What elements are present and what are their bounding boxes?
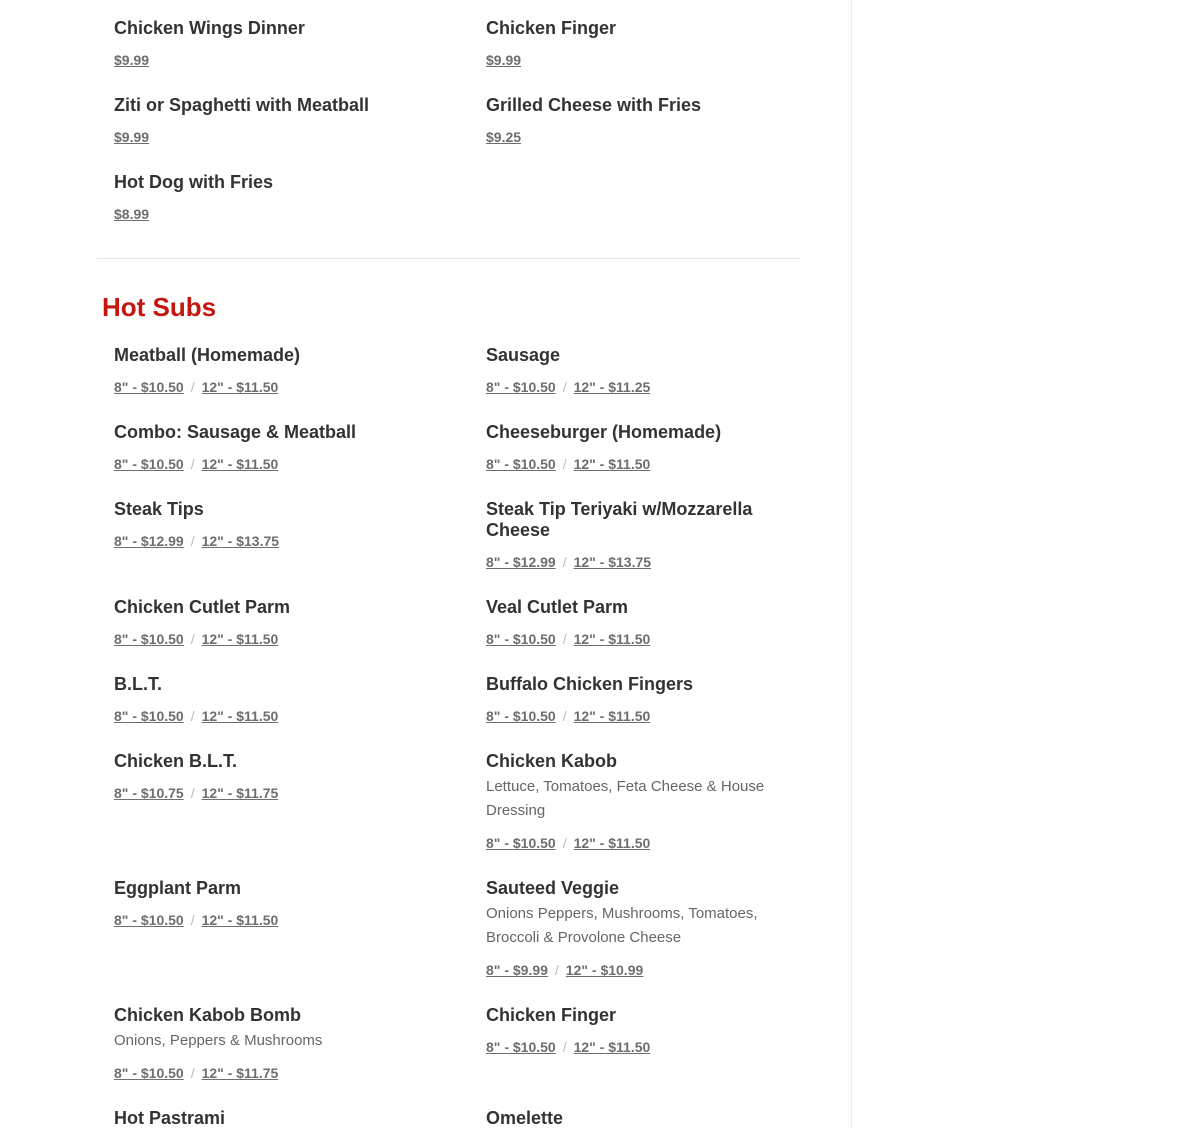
menu-item-name: Sauteed Veggie: [486, 878, 620, 898]
menu-item-name: Chicken Kabob Bomb: [114, 1005, 302, 1025]
price-8-inch[interactable]: 8" - $9.99: [486, 962, 548, 978]
price-12-inch[interactable]: 12" - $11.75: [201, 785, 279, 801]
price-row: [114, 456, 278, 472]
price-separator: /: [190, 533, 195, 549]
menu-item-name: Omelette: [486, 1108, 564, 1128]
price-row: [114, 631, 278, 647]
price-row: [486, 962, 643, 978]
price-8-inch[interactable]: 8" - $10.50: [114, 631, 184, 647]
price-separator: /: [562, 379, 567, 395]
menu-item-name: Grilled Cheese with Fries: [486, 95, 702, 115]
price-12-inch[interactable]: 12" - $11.50: [201, 631, 279, 647]
price-row: [486, 835, 650, 851]
price-separator: /: [190, 631, 195, 647]
price-row: [114, 912, 278, 928]
price-separator: /: [562, 835, 567, 851]
menu-item-description: Onions, Peppers & Mushrooms: [114, 1032, 323, 1049]
price-12-inch[interactable]: 12" - $11.50: [573, 631, 651, 647]
menu-item-name: Sausage: [486, 345, 561, 365]
price-separator: /: [562, 554, 567, 570]
menu-item-name: Combo: Sausage & Meatball: [114, 422, 357, 442]
price-8-inch[interactable]: 8" - $10.50: [486, 708, 556, 724]
price-separator: /: [190, 708, 195, 724]
price-8-inch[interactable]: 8" - $10.50: [486, 631, 556, 647]
price-row: [486, 1039, 650, 1055]
price-link[interactable]: $9.99: [114, 52, 150, 68]
price-separator: /: [190, 912, 195, 928]
price-row: [486, 52, 521, 68]
price-row: [114, 52, 149, 68]
price-separator: /: [562, 708, 567, 724]
price-8-inch[interactable]: 8" - $12.99: [486, 554, 556, 570]
price-8-inch[interactable]: 8" - $10.50: [114, 1065, 184, 1081]
menu-item-name: Meatball (Homemade): [114, 345, 301, 365]
price-separator: /: [562, 1039, 567, 1055]
price-link[interactable]: $9.99: [114, 129, 150, 145]
price-separator: /: [190, 785, 195, 801]
price-row: [114, 785, 278, 801]
price-link[interactable]: $9.25: [486, 129, 522, 145]
menu-item-name: B.L.T.: [114, 674, 162, 694]
price-row: [486, 456, 650, 472]
price-8-inch[interactable]: 8" - $10.50: [114, 379, 184, 395]
menu-item-name: Hot Dog with Fries: [114, 172, 273, 192]
price-row: [486, 129, 521, 145]
price-separator: /: [190, 379, 195, 395]
price-8-inch[interactable]: 8" - $10.50: [486, 835, 556, 851]
price-row: [486, 631, 650, 647]
price-row: [486, 379, 650, 395]
menu-item-name: Steak Tips: [114, 499, 204, 519]
price-row: [114, 708, 278, 724]
price-12-inch[interactable]: 12" - $11.50: [573, 456, 651, 472]
price-row: [114, 1065, 278, 1081]
price-row: [114, 533, 279, 549]
price-12-inch[interactable]: 12" - $11.50: [201, 708, 279, 724]
price-12-inch[interactable]: 12" - $10.99: [565, 962, 644, 978]
menu-item-name: Chicken B.L.T.: [114, 751, 238, 771]
price-12-inch[interactable]: 12" - $13.75: [573, 554, 652, 570]
menu-item-name: Steak Tip Teriyaki w/Mozzarella Cheese: [486, 499, 753, 540]
price-12-inch[interactable]: 12" - $11.50: [573, 835, 651, 851]
price-12-inch[interactable]: 12" - $11.50: [201, 379, 279, 395]
price-link[interactable]: $8.99: [114, 206, 150, 222]
price-row: [114, 379, 278, 395]
price-8-inch[interactable]: 8" - $10.50: [486, 456, 556, 472]
price-separator: /: [562, 456, 567, 472]
price-8-inch[interactable]: 8" - $10.50: [114, 912, 184, 928]
price-12-inch[interactable]: 12" - $11.25: [573, 379, 651, 395]
menu-item-name: Cheeseburger (Homemade): [486, 422, 722, 442]
price-8-inch[interactable]: 8" - $10.50: [486, 379, 556, 395]
price-row: [486, 554, 651, 570]
price-12-inch[interactable]: 12" - $13.75: [201, 533, 280, 549]
price-row: [114, 206, 149, 222]
menu-item-description: Lettuce, Tomatoes, Feta Cheese & House Dressing: [486, 778, 765, 819]
menu-item-name: Chicken Finger: [486, 1005, 617, 1025]
menu-item-name: Ziti or Spaghetti with Meatball: [114, 95, 370, 115]
menu-item-name: Eggplant Parm: [114, 878, 242, 898]
menu-item-name: Chicken Wings Dinner: [114, 18, 305, 38]
section-divider: [97, 258, 801, 259]
price-separator: /: [190, 1065, 195, 1081]
price-8-inch[interactable]: 8" - $10.50: [114, 708, 184, 724]
price-8-inch[interactable]: 8" - $12.99: [114, 533, 184, 549]
price-separator: /: [562, 631, 567, 647]
price-12-inch[interactable]: 12" - $11.50: [573, 1039, 651, 1055]
price-8-inch[interactable]: 8" - $10.75: [114, 785, 184, 801]
menu-item-name: Buffalo Chicken Fingers: [486, 674, 694, 694]
section-title-hot-subs: Hot Subs: [102, 292, 217, 322]
price-row: [114, 129, 149, 145]
price-separator: /: [554, 962, 559, 978]
menu-item-name: Chicken Finger: [486, 18, 617, 38]
menu-item-name: Chicken Cutlet Parm: [114, 597, 291, 617]
price-separator: /: [190, 456, 195, 472]
price-link[interactable]: $9.99: [486, 52, 522, 68]
price-12-inch[interactable]: 12" - $11.50: [201, 456, 279, 472]
price-12-inch[interactable]: 12" - $11.75: [201, 1065, 279, 1081]
menu-item-name: Veal Cutlet Parm: [486, 597, 629, 617]
menu-item-name: Hot Pastrami: [114, 1108, 226, 1128]
price-12-inch[interactable]: 12" - $11.50: [201, 912, 279, 928]
price-8-inch[interactable]: 8" - $10.50: [114, 456, 184, 472]
price-8-inch[interactable]: 8" - $10.50: [486, 1039, 556, 1055]
menu-item-name: Chicken Kabob: [486, 751, 618, 771]
price-row: [486, 708, 650, 724]
price-12-inch[interactable]: 12" - $11.50: [573, 708, 651, 724]
menu-item-description: Onions Peppers, Mushrooms, Tomatoes, Broccoli & Provolone Cheese: [486, 905, 758, 946]
